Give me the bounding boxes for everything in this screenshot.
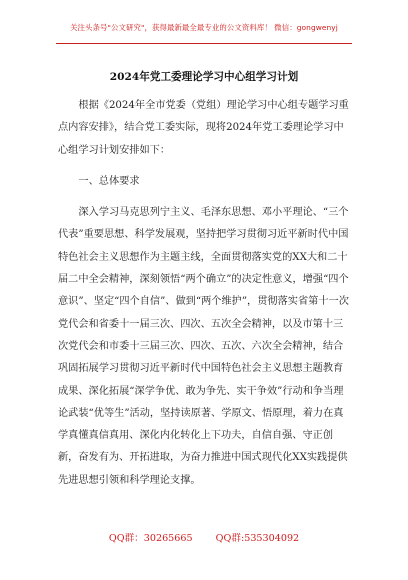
body-paragraph: 深入学习马克思列宁主义、毛泽东思想、邓小平理论、“三个代表”重要思想、科学发展观，坚持把学习贯彻习近平新时代中国特色社会主义思想作为主题主线，全面贯彻落实党的XX大和二十届二中全会精神，深刻领悟“两个确立”的决定性意义，增强“四个意识”、坚定“四个自信”、做到“两个维护”，贯彻落实省第十一次党代会和省委十一届三次、四次、五次全会精神，以及市第十三次党代会和市委十三届三次、四次、五次、六次全会精神，结合巩固拓展学习贯彻习近平新时代中国特色社会主义思想主题教育成果、深化拓展“深学争优、敢为争先、实干争效”行动和争当理论武装“优等生”活动，坚持读原著、学原文、悟原理，着力在真学真懂真信真用、深化内化转化上下功夫，自信自强、守正创新，奋发有为、开拓进取，为奋力推进中国式现代化XX实践提供先进思想引领和科学理论支撑。 (58, 207, 349, 486)
section-heading: 一、总体要求 (78, 175, 140, 187)
footer-qq-group-2: QQ群:535304092 (215, 533, 300, 544)
document-title: 2024年党工委理论学习中心组学习计划 (109, 71, 299, 83)
document-body (58, 95, 350, 492)
footer-qq-group-1: QQ群：30265665 (108, 533, 193, 544)
intro-paragraph: 根据《2024年全市党委（党组）理论学习中心组专题学习重点内容安排》，结合党工委实际，现将2024年党工委理论学习中心组学习计划安排如下： (58, 100, 349, 156)
header-divider (56, 43, 352, 44)
header-promo-note: 关注头条号"公文研究"，获得最新最全最专业的公文资料库！ 微信：gongwenyj (70, 23, 338, 32)
footer-contacts (0, 530, 408, 544)
